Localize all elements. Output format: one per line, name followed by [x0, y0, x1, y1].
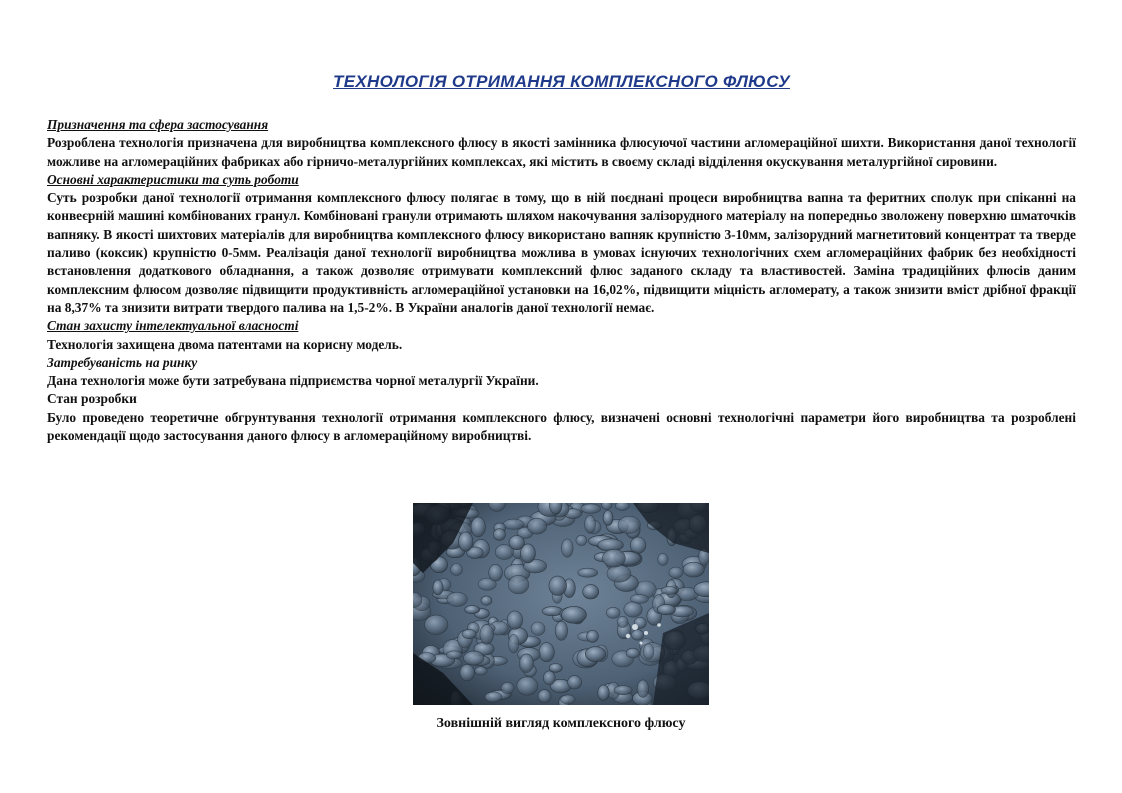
section-heading-ip-protection: Стан захисту інтелектуальної власності — [47, 318, 299, 334]
section-heading-market-demand: Затребуваність на ринку — [47, 354, 198, 370]
document-page — [47, 72, 1076, 445]
section-text-development-status: Було проведено теоретичне обгрунтування технології отримання комплексного флюсу, визначені основні технологічні параметри його виробництва та розроблені рекомендації щодо застосування даного флюсу в агломераційному виробництві. — [47, 409, 1076, 444]
page-title: ТЕХНОЛОГІЯ ОТРИМАННЯ КОМПЛЕКСНОГО ФЛЮСУ — [333, 72, 790, 91]
figure-granules-photo — [413, 503, 709, 705]
document-body — [47, 116, 1076, 445]
section-heading-characteristics: Основні характеристики та суть роботи — [47, 171, 299, 187]
granules-photo-icon — [413, 503, 709, 705]
section-text-purpose: Розроблена технологія призначена для виробництва комплексного флюсу в якості замінника флюсуючої частини агломераційної шихти. Використання даної технології можливе на агломераційних фабриках або гірничо-металургійних комплексах, які містить в своєму складі відділення окускування металургійної сировини. — [47, 135, 1076, 169]
section-heading-development-status: Стан розробки — [47, 391, 137, 407]
section-text-characteristics: Суть розробки даної технології отримання комплексного флюсу полягає в тому, що в ній поєднані процеси виробництва вапна та феритних сполук при спіканні на конвеєрній машині комбінованих гранул. Комбіновані гранули отримають шляхом накочування залізорудного матеріалу на попередньо зволожену поверхню шматочків вапняку. В якості шихтових матеріалів для виробництва комплексного флюсу використано вапняк крупністю 3-10мм, залізорудний магнетитовий концентрат та тверде паливо (коксик) крупністю 0-5мм. Реалізація даної технології виробництва можлива в умовах існуючих технологічних схем агломераційних фабрик без необхідності встановлення додаткового обладнання, а також дозволяє отримувати комплексний флюс заданого складу та властивостей. Заміна традиційних флюсів даним комплексним флюсом дозволяє підвищити продуктивність агломераційної установки на 16,02%, підвищити міцність агломерату, а також знизити вміст дрібної фракції на 8,37% та знизити витрати твердого палива на 1,5-2%. В України аналогів даної технології немає. — [47, 190, 1076, 315]
section-heading-purpose: Призначення та сфера застосування — [47, 117, 269, 132]
figure-caption: Зовнішній вигляд комплексного флюсу — [436, 716, 686, 731]
section-text-ip-protection: Технологія захищена двома патентами на корисну модель. — [47, 336, 403, 352]
section-text-market-demand: Дана технологія може бути затребувана підприємства чорної металургії України. — [47, 373, 539, 389]
